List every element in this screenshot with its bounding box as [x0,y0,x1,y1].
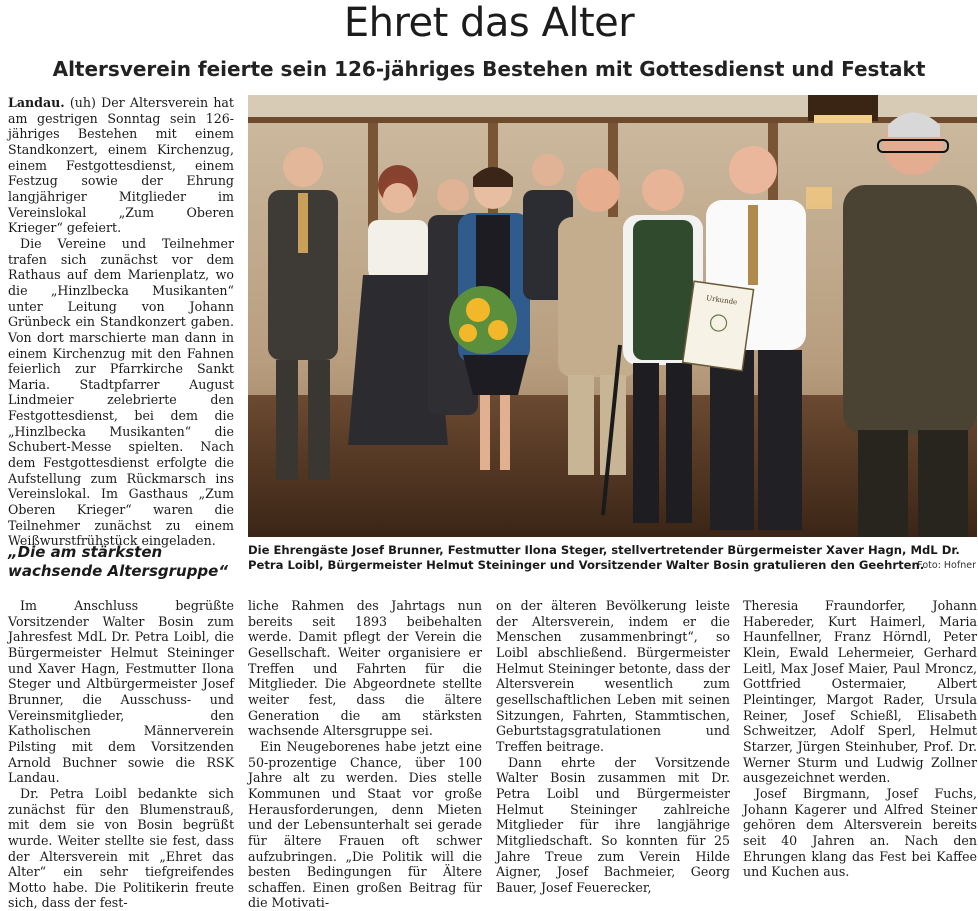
paragraph: Im Anschluss begrüßte Vorsitzender Walter Bosin zum Jahresfest MdL Dr. Petra Loibl, die Bürgermeister Helmut Steininger und Xaver Hagn, Festmutter Ilona Steger und Altbürgermeister Josef Brunner, die Ausschuss- und Vereinsmitglieder, den Katholischen Männerverein Pilsting mit dem Vorsitzenden Arnold Buchner sowie die RSK Landau. [8,598,234,786]
article-column-3 [496,598,730,895]
paragraph [8,95,234,236]
certificate [683,281,754,371]
certificate-title: Urkunde [705,294,738,307]
paragraph: Ein Neugeborenes habe jetzt eine 50-prozentige Chance, über 100 Jahre alt zu werden. Dies stelle Kommunen und Staat vor große Herausforderungen, denn Mieten und der Lebensunterhalt sei gerade für ältere Frauen oft schwer aufzubringen. „Die Politik will die besten Bedingungen für Ältere schaffen. Einen großen Beitrag für die Motivati- [248,738,482,911]
article-column-2 [248,598,482,911]
photo-credit: Foto: Hofner [917,560,976,571]
article-column-4 [743,598,977,880]
paragraph: Dr. Petra Loibl bedankte sich zunächst für den Blumenstrauß, mit dem sie von Bosin begrüßt wurde. Weiter stellte sie fest, dass der Altersverein mit „Ehret das Alter“ ein sehr tiefgreifendes Motto habe. Die Politikerin freute sich, dass der fest- [8,785,234,911]
photo-caption: Die Ehrengäste Josef Brunner, Festmutter Ilona Steger, stellvertretender Bürgermeister Xaver Hagn, MdL Dr. Petra Loibl, Bürgermeister Helmut Steininger und Vorsitzender Walter Bosin gratulieren den Geehrten. [248,543,960,572]
group-photo-illustration [248,95,977,537]
paragraph: Dann ehrte der Vorsitzende Walter Bosin zusammen mit Dr. Petra Loibl und Bürgermeister Helmut Steininger zahlreiche Mitglieder für ihre langjährige Mitgliedschaft. So konnten für 25 Jahre Treue zum Verein Hilde Aigner, Josef Bachmeier, Georg Bauer, Josef Feuerecker, [496,754,730,895]
article-column-1 [8,95,234,549]
group-photo [248,95,977,537]
paragraph: on der älteren Bevölkerung leiste der Altersverein, indem er die Menschen zusammenbringt“, so Loibl abschließend. Bürgermeister Helmut Steininger betonte, dass der Altersverein wesentlich zum gesellschaftlichen Leben mit seinen Sitzungen, Fahrten, Stammtischen, Geburtstagsgratulationen und Treffen beitrage. [496,598,730,754]
subheadline: Altersverein feierte sein 126-jähriges Bestehen mit Gottesdienst und Festakt [52,57,926,81]
article-column-1-lower [8,598,234,911]
paragraph-text: (uh) Der Altersverein hat am gestrigen Sonntag sein 126-jähriges Bestehen mit einem Standkonzert, einem Kirchenzug, einem Festgottesdienst, einem Festzug sowie der Ehrung langjähriger Mitglieder im Vereinslokal „Zum Oberen Krieger“ gefeiert. [8,95,234,236]
subheading: „Die am stärksten wachsende Altersgruppe“ [8,543,229,580]
paragraph: liche Rahmen des Jahrtags nun bereits seit 1893 beibehalten werde. Damit pflegt der Verein die Gesellschaft. Weiter organisiere er Treffen und Fahrten für die Mitglieder. Die Abgeordnete stellte weiter fest, dass die ältere Generation die am stärksten wachsende Altersgruppe sei. [248,598,482,739]
paragraph: Theresia Fraundorfer, Johann Habereder, Kurt Haimerl, Maria Haunfellner, Franz Hörndl, Peter Klein, Ewald Lehermeier, Gerhard Leitl, Max Josef Maier, Paul Mroncz, Gottfried Ostermaier, Albert Pleintinger, Margot Rader, Ursula Reiner, Josef Schießl, Elisabeth Schweitzer, Adolf Sperl, Helmut Starzer, Jürgen Steinhuber, Prof. Dr. Werner Sturm und Ludwig Zollner ausgezeichnet werden. [743,598,977,786]
headline: Ehret das Alter [343,0,635,46]
paragraph: Die Vereine und Teilnehmer trafen sich zunächst vor dem Rathaus auf dem Marienplatz, wo die „Hinzlbecka Musikanten“ unter Leitung von Johann Grünbeck ein Standkonzert gaben. Von dort marschierte man dann in einem Kirchenzug mit den Fahnen feierlich zur Pfarrkirche Sankt Maria. Stadtpfarrer August Lindmeier zelebrierte den Festgottesdienst, bei dem die „Hinzlbecka Musikanten“ die Schubert-Messe spielten. Nach dem Festgottesdienst erfolgte die Aufstellung zum Rückmarsch ins Vereinslokal. Im Gasthaus „Zum Oberen Krieger“ waren die Teilnehmer zunächst zu einem Weißwurstfrühstück eingeladen. [8,235,234,549]
dateline: Landau. [8,95,65,110]
paragraph: Josef Birgmann, Josef Fuchs, Johann Kagerer und Alfred Steiner gehören dem Altersverein bereits seit 40 Jahren an. Nach den Ehrungen klang das Fest bei Kaffee und Kuchen aus. [743,785,977,880]
